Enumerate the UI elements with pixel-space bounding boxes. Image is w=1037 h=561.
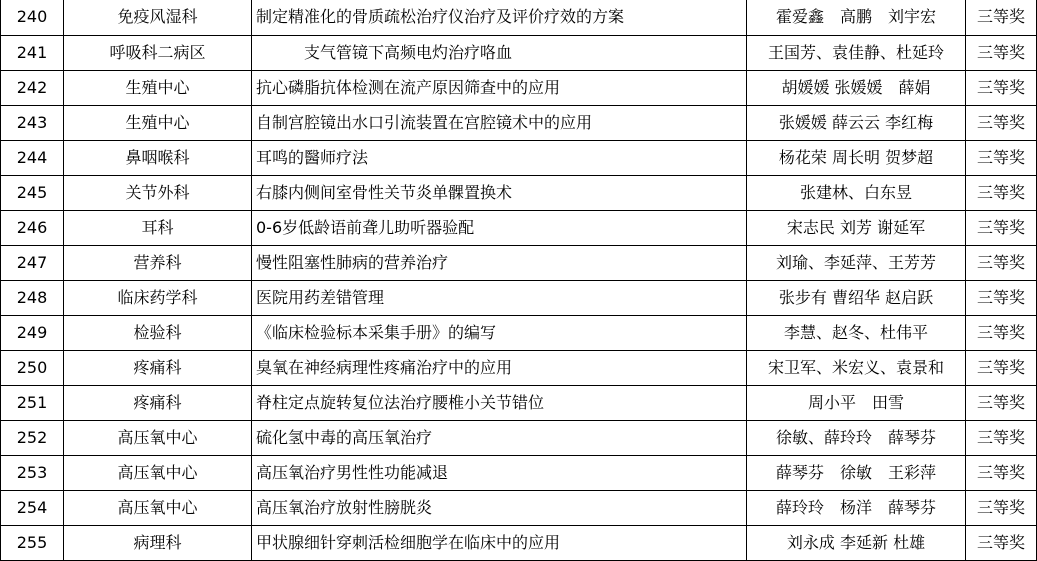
table-row [1,0,1037,35]
department: 免疫风湿科 [64,0,252,35]
project-title: 医院用药差错管理 [252,280,747,315]
department: 临床药学科 [64,280,252,315]
department: 疼痛科 [64,350,252,385]
table-row [1,350,1037,385]
project-title: 右膝内侧间室骨性关节炎单髁置换术 [252,175,747,210]
table-row [1,245,1037,280]
department: 鼻咽喉科 [64,140,252,175]
authors: 霍爱鑫 高鹏 刘宇宏 [747,0,966,35]
authors: 薛琴芬 徐敏 王彩萍 [747,455,966,490]
award-level: 三等奖 [966,175,1037,210]
authors: 周小平 田雪 [747,385,966,420]
project-title: 慢性阻塞性肺病的营养治疗 [252,245,747,280]
award-level: 三等奖 [966,420,1037,455]
award-level: 三等奖 [966,350,1037,385]
project-title: 硫化氢中毒的高压氧治疗 [252,420,747,455]
table-row [1,175,1037,210]
authors: 杨花荣 周长明 贺梦超 [747,140,966,175]
award-level: 三等奖 [966,525,1037,560]
department: 病理科 [64,525,252,560]
table-row [1,35,1037,70]
department: 高压氧中心 [64,455,252,490]
row-number: 247 [1,245,64,280]
award-level: 三等奖 [966,0,1037,35]
department: 检验科 [64,315,252,350]
project-title: 0-6岁低龄语前聋儿助听器验配 [252,210,747,245]
table-row [1,70,1037,105]
project-title: 高压氧治疗男性性功能减退 [252,455,747,490]
award-level: 三等奖 [966,210,1037,245]
row-number: 241 [1,35,64,70]
authors: 张建林、白东昱 [747,175,966,210]
award-level: 三等奖 [966,245,1037,280]
project-title: 《临床检验标本采集手册》的编写 [252,315,747,350]
award-level: 三等奖 [966,105,1037,140]
row-number: 249 [1,315,64,350]
department: 呼吸科二病区 [64,35,252,70]
table-row [1,455,1037,490]
authors: 张步有 曹绍华 赵启跃 [747,280,966,315]
award-level: 三等奖 [966,35,1037,70]
department: 高压氧中心 [64,490,252,525]
department: 生殖中心 [64,70,252,105]
authors: 刘永成 李延新 杜雄 [747,525,966,560]
table-row [1,280,1037,315]
award-level: 三等奖 [966,140,1037,175]
row-number: 243 [1,105,64,140]
table-row [1,315,1037,350]
award-level: 三等奖 [966,490,1037,525]
authors: 薛玲玲 杨洋 薛琴芬 [747,490,966,525]
table-row [1,525,1037,560]
row-number: 252 [1,420,64,455]
project-title: 高压氧治疗放射性膀胱炎 [252,490,747,525]
row-number: 254 [1,490,64,525]
project-title: 抗心磷脂抗体检测在流产原因筛查中的应用 [252,70,747,105]
row-number: 246 [1,210,64,245]
table-row [1,420,1037,455]
authors: 王国芳、袁佳静、杜延玲 [747,35,966,70]
award-level: 三等奖 [966,455,1037,490]
department: 耳科 [64,210,252,245]
table-row [1,210,1037,245]
authors: 宋志民 刘芳 谢延军 [747,210,966,245]
project-title: 支气管镜下高频电灼治疗咯血 [252,35,747,70]
row-number: 245 [1,175,64,210]
department: 生殖中心 [64,105,252,140]
department: 高压氧中心 [64,420,252,455]
table-row [1,385,1037,420]
authors: 胡媛媛 张媛媛 薛娟 [747,70,966,105]
row-number: 248 [1,280,64,315]
award-level: 三等奖 [966,315,1037,350]
project-title: 耳鸣的醫师疗法 [252,140,747,175]
department: 关节外科 [64,175,252,210]
row-number: 244 [1,140,64,175]
row-number: 250 [1,350,64,385]
project-title: 脊柱定点旋转复位法治疗腰椎小关节错位 [252,385,747,420]
project-title: 自制宫腔镜出水口引流装置在宫腔镜术中的应用 [252,105,747,140]
authors: 刘瑜、李延萍、王芳芳 [747,245,966,280]
department: 营养科 [64,245,252,280]
award-level: 三等奖 [966,70,1037,105]
row-number: 240 [1,0,64,35]
project-title: 制定精准化的骨质疏松治疗仪治疗及评价疗效的方案 [252,0,747,35]
authors: 李慧、赵冬、杜伟平 [747,315,966,350]
award-level: 三等奖 [966,385,1037,420]
authors: 张媛媛 薛云云 李红梅 [747,105,966,140]
table-row [1,490,1037,525]
row-number: 242 [1,70,64,105]
department: 疼痛科 [64,385,252,420]
authors: 宋卫军、米宏义、袁景和 [747,350,966,385]
table-row [1,105,1037,140]
project-title: 甲状腺细针穿刺活检细胞学在临床中的应用 [252,525,747,560]
authors: 徐敏、薛玲玲 薛琴芬 [747,420,966,455]
row-number: 255 [1,525,64,560]
row-number: 251 [1,385,64,420]
project-title: 臭氧在神经病理性疼痛治疗中的应用 [252,350,747,385]
table-row [1,140,1037,175]
row-number: 253 [1,455,64,490]
award-level: 三等奖 [966,280,1037,315]
